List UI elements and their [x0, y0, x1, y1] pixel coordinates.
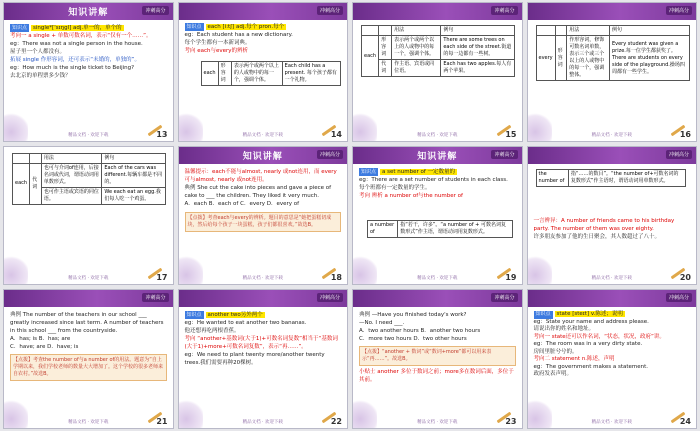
cell: 用法 [567, 26, 610, 36]
slide-13[interactable] [3, 2, 174, 142]
header-title: 知识讲解 [417, 151, 458, 162]
brand-logo: 冲刺高分 [666, 150, 692, 159]
slide-19[interactable] [352, 146, 523, 286]
decoration [353, 398, 377, 428]
point-title: a set number of 一定数量的 [382, 168, 456, 175]
line: 他还想再吃两根香蕉。 [184, 328, 240, 335]
brand-logo: 冲刺高分 [666, 6, 692, 15]
line: 政府发表声明。 [533, 371, 573, 378]
usage-table [367, 220, 513, 238]
point-tag: 知识点 [186, 24, 202, 30]
line: 一言辨异：A number of friends came to his birthday party. The number of them was over eighty. [533, 217, 675, 232]
header-title: 知识讲解 [68, 8, 109, 18]
decoration [353, 254, 377, 284]
usage-table [12, 153, 166, 205]
brand-logo: 冲刺高分 [317, 293, 343, 302]
point-title: state [steɪt] v.陈述；说明 [556, 311, 623, 318]
brand-logo: 冲刺高分 [142, 6, 168, 15]
hint-box: 【点拨】“another + 数词”或“数词+more”都可以用来表示“再……”。故选B。 [359, 346, 516, 366]
slide-number: 15 [505, 129, 517, 139]
line: 每个学生都有一本新词典。 [184, 40, 251, 46]
line: C．more two hours D．two other hours [359, 336, 467, 343]
decoration [4, 111, 28, 141]
footer: 精品文档 · 欢迎下载 [68, 276, 109, 282]
cell: 也可与介词of连用，后接名词或代词，谓语动词用单数形式。 [41, 163, 101, 187]
slide-22[interactable] [178, 289, 349, 429]
line: eg：State your name and address please. [533, 318, 649, 325]
point-title: another two另外两个 [207, 312, 263, 319]
cell: 表示两个或两个以上的人或物中的每一个，强调个体。 [392, 36, 441, 60]
slide-number: 23 [505, 417, 517, 426]
point-tag: 知识点 [361, 168, 377, 175]
line: 考向一 state还可以作名词，“状态，状况，政府”讲。 [533, 333, 665, 340]
line: eg：He wanted to eat another two bananas. [184, 320, 307, 327]
line: 许多朋友参加了他的生日聚会，其人数超过了八十。 [533, 233, 661, 240]
point-title: single*['sɪŋgl] adj.单一的，单个的 [33, 25, 122, 31]
cell: every [536, 36, 555, 81]
decoration [4, 398, 28, 428]
footer: 精品文档 · 欢迎下载 [417, 132, 458, 138]
decoration [179, 111, 203, 141]
usage-table [361, 25, 515, 77]
slide-15[interactable] [352, 2, 523, 142]
footer: 精品文档 · 欢迎下载 [68, 420, 109, 425]
cell: 代词 [30, 163, 42, 204]
decoration [528, 254, 552, 284]
slide-14[interactable] [178, 2, 349, 142]
line: 典例 —Have you finished today's work? [359, 312, 467, 319]
footer: 精品文档 · 欢迎下载 [242, 276, 283, 282]
decoration [4, 254, 28, 284]
slide-21[interactable] [3, 289, 174, 429]
cell: each [201, 62, 218, 86]
footer: 精品文档 · 欢迎下载 [68, 132, 109, 138]
hint-box: 【点拨】考查each与every的辨析。题目的意思是“她把蛋糕切成块，然后给每个孩子一块蛋糕，孩子们都很喜欢。”故选B。 [185, 212, 342, 232]
line: eg：There are a set number of students in each class. [359, 176, 508, 183]
slide-number: 18 [330, 273, 342, 283]
cell: 例句 [441, 26, 515, 36]
cell: a number of [368, 220, 398, 237]
line: 典例 She cut the cake into pieces and gave a piece of cake to ___ the children. They liked it very much. [184, 184, 332, 199]
tip-line: 小贴士 another 多位于数词之前；more多在数词后面，多位于其前。 [359, 369, 514, 384]
cell: 形容词 [555, 36, 567, 81]
footer: 精品文档 · 欢迎下载 [591, 132, 632, 138]
cell: 例句 [609, 26, 689, 36]
slide-24[interactable] [527, 289, 698, 429]
cell: 作形容词，修饰可数名词单数，表示三个或三个以上的人或物中的每一个，强调整体。 [567, 36, 610, 81]
brand-logo: 冲刺高分 [317, 150, 343, 159]
cell: Each of the cars was different.每辆车都是不同的。 [102, 163, 166, 187]
slide-number: 17 [156, 273, 168, 283]
cell: each [362, 36, 379, 77]
cell: the number of [536, 169, 568, 186]
cell: 形容词 [379, 36, 392, 60]
slide-number: 24 [679, 417, 691, 426]
line: 考向 “another+基数词(大于1)+可数名词复数”相当于“基数词(大于1)+more+可数名词复数”，表示“再……”。 [184, 336, 338, 351]
footer: 精品文档 · 欢迎下载 [242, 420, 283, 425]
slide-number: 16 [679, 129, 691, 139]
slide-grid [3, 2, 697, 429]
footer: 精品文档 · 欢迎下载 [417, 276, 458, 282]
slide-number: 22 [330, 417, 342, 426]
slide-18[interactable] [178, 146, 349, 286]
decoration [179, 254, 203, 284]
line: 考向一 a single + 单数可数名词，表示“仅有一个……”。 [10, 33, 152, 39]
line: eg：How much is the single ticket to Beijing? [10, 65, 135, 71]
cell: 用法 [392, 26, 441, 36]
slide-number: 13 [156, 129, 168, 139]
line: A．has; is B．has; are [10, 336, 71, 343]
line: eg：The room was in a very dirty state. [533, 341, 643, 348]
line: A．two another hours B．another two hours [359, 328, 481, 335]
footer: 精品文档 · 欢迎下载 [242, 132, 283, 138]
usage-table [536, 25, 690, 81]
line: eg：We need to plant twenty more/another twenty trees.我们需要再种20棵树。 [184, 352, 325, 367]
line: 屋子里一个人都没有。 [10, 49, 66, 55]
cell: 指“……的数目”。“the number of+可数名词的复数形式”作主语时，谓语动词用单数形式。 [568, 169, 685, 186]
line: eg：There was not a single person in the house. [10, 41, 143, 47]
line: 每个班都有一定数量的学生。 [359, 184, 431, 191]
brand-logo: 冲刺高分 [491, 150, 517, 159]
cell: 也可作主语或宾语的同位语。 [41, 187, 101, 204]
line: —No. I need ___. [359, 320, 405, 327]
hint-box: 【点拨】考查the number of与a number of的用法。题意为“自上学期以来，我们学校老师的数量大大增加了。这个学校的很多老师来自农村。”故选B。 [10, 354, 167, 381]
point-title: each [i:tʃ] adj.每个 pron.每个 [207, 24, 285, 30]
decoration [353, 111, 377, 141]
slide-16[interactable] [527, 2, 698, 142]
footer: 精品文档 · 欢迎下载 [417, 420, 458, 425]
brand-logo: 冲刺高分 [142, 293, 168, 302]
decoration [528, 398, 552, 428]
cell: There are some trees on each side of the street.街道的每一边都有一些树。 [441, 36, 515, 60]
cell: 用法 [41, 153, 101, 163]
line: eg：Each student has a new dictionary. [184, 32, 293, 38]
line: eg：The government makes a statement. [533, 363, 649, 370]
point-tag: 知识点 [186, 312, 202, 319]
cell: Each child has a present. 每个孩子都有一个礼物。 [282, 62, 340, 86]
line: 典例 The number of the teachers in our school ___ greatly increased since last term. A number of teachers in this school ___ from the countryside. [10, 312, 164, 335]
line: 请说出你的姓名和地址。 [533, 326, 595, 333]
cell: 指“若干，许多”。“a number of + 可数名词复数形式”作主语，谓语动词用复数形式。 [398, 220, 513, 237]
brand-logo: 冲刺高分 [666, 293, 692, 302]
line: A．each B．each of C．every D．every of [184, 200, 300, 207]
cell: 作主语、宾语或同位语。 [392, 60, 441, 77]
cell: 代词 [379, 60, 392, 77]
cell: 例句 [102, 153, 166, 163]
decoration [179, 398, 203, 428]
slide-number: 14 [330, 129, 342, 139]
cell: We each eat an egg.我们每人吃一个鸡蛋。 [102, 187, 166, 204]
slide-number: 19 [505, 273, 517, 283]
cell: 形容词 [218, 62, 231, 86]
line: 温馨提示：each不能与almost, nearly 或not连用，而 every 可与almost, nearly 或not连用。 [184, 168, 337, 183]
line: C．have; are D．have; is [10, 344, 79, 351]
line: 考向 each与every的辨析 [184, 48, 249, 54]
line: 拓展 single 作形容词，还可表示“未婚的，单独的”。 [10, 57, 140, 63]
decoration [528, 111, 552, 141]
slide-23[interactable] [352, 289, 523, 429]
line: 去北京的单程票多少钱？ [10, 73, 71, 79]
cell: Each has two apples.每人有两个苹果。 [441, 60, 515, 77]
cell: each [13, 163, 30, 204]
slide-number: 21 [156, 417, 168, 426]
brand-logo: 冲刺高分 [317, 6, 343, 15]
line: 考向二 statement n.陈述，声明 [533, 356, 615, 363]
cell: 表示两个或两个以上的人或物中的每一个，强调个体。 [231, 62, 282, 86]
point-tag: 知识点 [535, 311, 551, 318]
slide-number: 20 [679, 273, 691, 283]
usage-table [536, 169, 686, 187]
slide-17[interactable] [3, 146, 174, 286]
line: 考向 辨析 a number of与the number of [359, 192, 463, 199]
line: 房间里脏兮兮的。 [533, 348, 578, 355]
brand-logo: 冲刺高分 [491, 293, 517, 302]
usage-table [201, 61, 341, 86]
point-tag: 知识点 [12, 25, 28, 31]
brand-logo: 冲刺高分 [491, 6, 517, 15]
slide-20[interactable] [527, 146, 698, 286]
cell: Every student was given a prize.每一位学生都获奖了。 There are students on every side of the playground.操场四周都有一些学生。 [609, 36, 689, 81]
footer: 精品文档 · 欢迎下载 [591, 276, 632, 282]
header-title: 知识讲解 [242, 151, 283, 162]
footer: 精品文档 · 欢迎下载 [591, 420, 632, 425]
